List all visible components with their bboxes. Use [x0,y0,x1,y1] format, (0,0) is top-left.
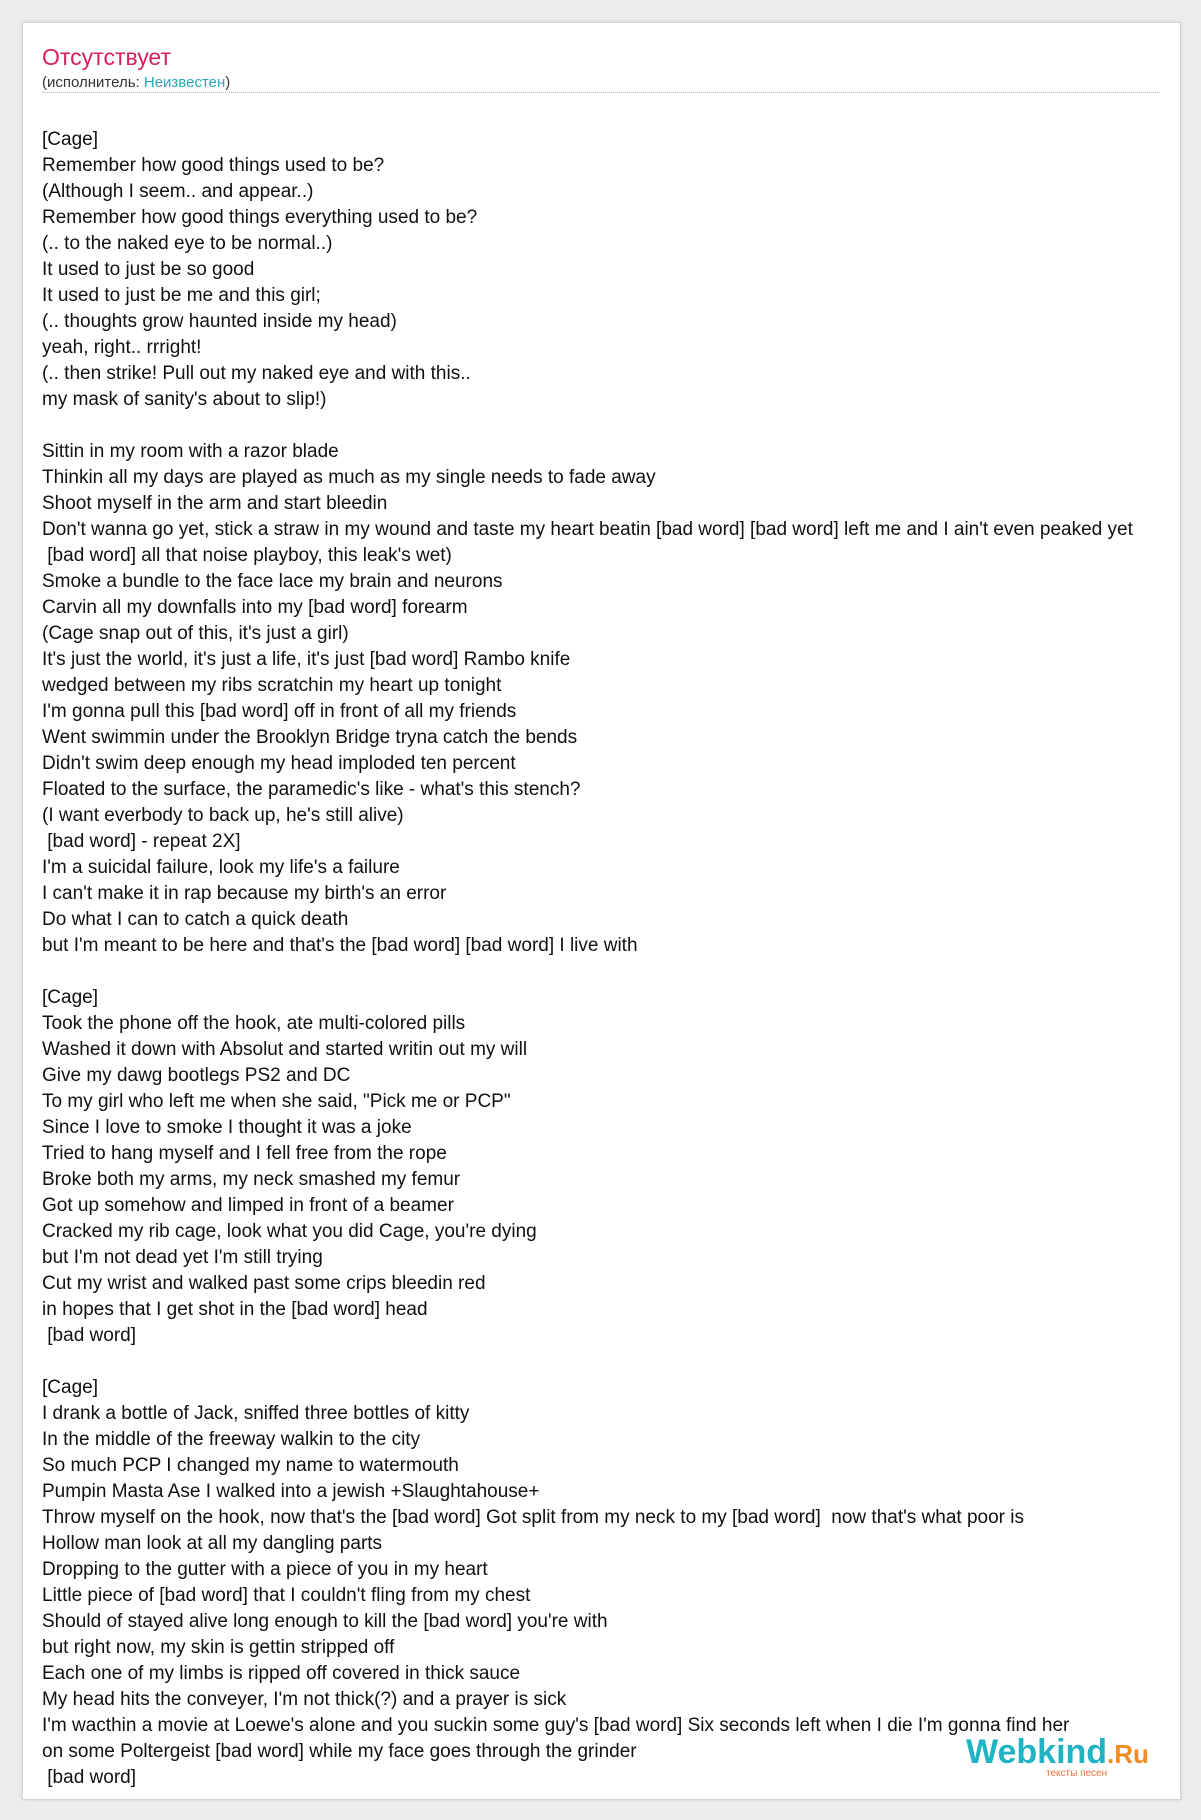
lyric-line: Thinkin all my days are played as much as my single needs to fade away [42,467,656,488]
lyric-line [42,413,1181,439]
lyric-line: [bad word] [42,1325,136,1346]
lyric-line: [Cage] [42,987,98,1008]
lyric-line: Floated to the surface, the paramedic's like - what's this stench? [42,779,581,800]
title-divider [42,92,1160,93]
lyric-line [42,959,1181,985]
lyric-line: my mask of sanity's about to slip!) [42,389,327,410]
lyric-line: Each one of my limbs is ripped off covered in thick sauce [42,1663,521,1684]
lyric-line: So much PCP I changed my name to watermouth [42,1455,459,1476]
logo-wordmark [966,1734,1149,1772]
lyric-line: Should of stayed alive long enough to kill the [bad word] you're with [42,1611,608,1632]
lyric-line: Remember how good things used to be? [42,155,385,176]
lyric-line: To my girl who left me when she said, "Pick me or PCP" [42,1091,511,1112]
lyric-line: (.. to the naked eye to be normal..) [42,233,333,254]
lyric-line: (I want everbody to back up, he's still alive) [42,805,404,826]
lyric-line: Remember how good things everything used to be? [42,207,478,228]
lyric-line: My head hits the conveyer, I'm not thick(?) and a prayer is sick [42,1689,567,1710]
lyric-line: Cut my wrist and walked past some crips bleedin red [42,1273,486,1294]
artist-line [42,74,230,92]
lyric-line: It used to just be me and this girl; [42,285,321,306]
lyrics-page [22,22,1181,1800]
lyric-line: Didn't swim deep enough my head imploded ten percent [42,753,516,774]
lyric-line: Washed it down with Absolut and started writin out my will [42,1039,528,1060]
lyric-line: Took the phone off the hook, ate multi-colored pills [42,1013,466,1034]
lyric-line: Broke both my arms, my neck smashed my femur [42,1169,461,1190]
lyric-line: Smoke a bundle to the face lace my brain and neurons [42,571,503,592]
lyric-line: Do what I can to catch a quick death [42,909,349,930]
lyric-line: I can't make it in rap because my birth's an error [42,883,447,904]
lyric-line [42,1349,1181,1375]
lyric-line: Shoot myself in the arm and start bleedin [42,493,388,514]
lyric-line: I drank a bottle of Jack, sniffed three bottles of kitty [42,1403,470,1424]
logo-main-text: Webkind [966,1733,1108,1771]
logo-tld-text: .Ru [1107,1739,1149,1769]
lyric-line: [bad word] all that noise playboy, this leak's wet) [42,545,452,566]
song-title: Отсутствует [42,44,171,70]
lyric-line: yeah, right.. rrright! [42,337,202,358]
lyric-line: (Cage snap out of this, it's just a girl) [42,623,349,644]
lyric-line: Hollow man look at all my dangling parts [42,1533,383,1554]
lyric-line: but I'm not dead yet I'm still trying [42,1247,323,1268]
artist-prefix: (исполнитель: [42,74,144,91]
lyric-line: [bad word] [42,1767,136,1788]
lyric-line: Little piece of [bad word] that I couldn't fling from my chest [42,1585,531,1606]
lyric-line: [Cage] [42,129,98,150]
lyric-line: but right now, my skin is gettin stripped off [42,1637,395,1658]
lyric-line: In the middle of the freeway walkin to the city [42,1429,421,1450]
lyric-line: on some Poltergeist [bad word] while my face goes through the grinder [42,1741,637,1762]
lyric-line: wedged between my ribs scratchin my heart up tonight [42,675,502,696]
lyric-line: Pumpin Masta Ase I walked into a jewish +Slaughtahouse+ [42,1481,540,1502]
lyric-line: in hopes that I get shot in the [bad word] head [42,1299,428,1320]
lyric-line: Got up somehow and limped in front of a beamer [42,1195,454,1216]
lyric-line: (.. then strike! Pull out my naked eye and with this.. [42,363,471,384]
lyric-line: but I'm meant to be here and that's the [bad word] [bad word] I live with [42,935,638,956]
lyric-line: [Cage] [42,1377,98,1398]
lyric-line: Give my dawg bootlegs PS2 and DC [42,1065,351,1086]
lyric-line: Carvin all my downfalls into my [bad word] forearm [42,597,468,618]
lyric-line: I'm wacthin a movie at Loewe's alone and you suckin some guy's [bad word] Six seconds left when I die I'm gonna find her [42,1715,1070,1736]
lyrics-text [42,127,1181,1791]
lyric-line: It used to just be so good [42,259,255,280]
lyric-line: Since I love to smoke I thought it was a joke [42,1117,412,1138]
lyric-line: Don't wanna go yet, stick a straw in my wound and taste my heart beatin [bad word] [bad word] left me and I ain't even peaked yet [42,519,1133,540]
lyric-line: Sittin in my room with a razor blade [42,441,339,462]
lyric-line: Throw myself on the hook, now that's the [bad word] Got split from my neck to my [bad word] now that's what poor is [42,1507,1024,1528]
lyric-line: I'm a suicidal failure, look my life's a failure [42,857,400,878]
lyric-line: (.. thoughts grow haunted inside my head) [42,311,397,332]
logo-tagline: тексты песен [1046,1768,1108,1779]
lyric-line: Tried to hang myself and I fell free from the rope [42,1143,447,1164]
lyric-line: (Although I seem.. and appear..) [42,181,314,202]
lyric-line: Dropping to the gutter with a piece of you in my heart [42,1559,488,1580]
artist-link[interactable]: Неизвестен [143,74,226,91]
lyric-line: Went swimmin under the Brooklyn Bridge tryna catch the bends [42,727,578,748]
lyric-line: I'm gonna pull this [bad word] off in front of all my friends [42,701,517,722]
lyric-line: It's just the world, it's just a life, it's just [bad word] Rambo knife [42,649,571,670]
site-logo[interactable] [962,1732,1156,1780]
lyric-line: [bad word] - repeat 2X] [42,831,241,852]
artist-suffix: ) [225,74,231,91]
lyric-line: Cracked my rib cage, look what you did Cage, you're dying [42,1221,537,1242]
